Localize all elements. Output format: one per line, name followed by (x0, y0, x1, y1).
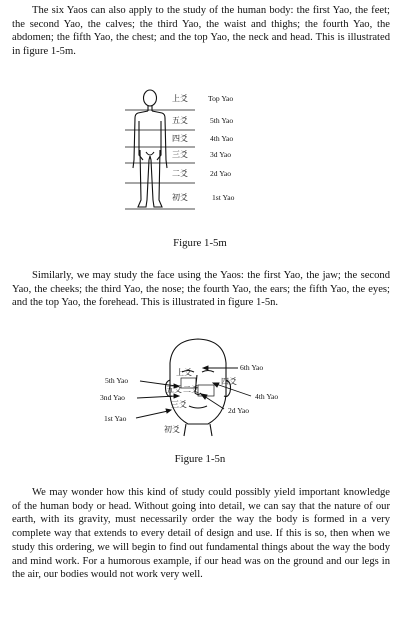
paragraph-face-yaos: Similarly, we may study the face using the Yaos: the first Yao, the jaw; the second Yao, the cheeks; the third Yao, the nose; the fourth Yao, the ears; the fifth Yao, the eyes; and the top Yao, the forehead. This is illustrated in figure 1-5n. (12, 270, 390, 309)
cjk-top-yao: 上爻 (172, 94, 188, 103)
cjk-face-third: 三爻 (171, 400, 187, 409)
paragraph-reflection: We may wonder how this kind of study could possibly yield important knowledge of the human body or head. Without going into detail, we can say that the nature of our earth, with its gravity, must necessarily order the way the body is formed in a very complete way that extends to every detail of design and use. If this is so, then when we study this ordering, we will begin to find out fundamental things about the way the body and mind work. For a humorous example, if our head was on the ground and our legs in the air, our bodies would not work very well. (12, 487, 390, 581)
label-face-2d-yao: 2d Yao (228, 406, 250, 415)
label-face-1st-yao: 1st Yao (104, 414, 127, 423)
label-5th-yao: 5th Yao (210, 116, 234, 125)
cjk-face-fourth: 四爻 (221, 377, 237, 386)
label-4th-yao: 4th Yao (210, 134, 234, 143)
label-face-5th-yao: 5th Yao (105, 376, 129, 385)
label-face-3nd-yao: 3nd Yao (100, 393, 125, 402)
cjk-face-first: 初爻 (164, 425, 180, 434)
cjk-5th-yao: 五爻 (172, 116, 188, 125)
label-3d-yao: 3d Yao (210, 150, 232, 159)
label-6th-yao: 6th Yao (240, 363, 264, 372)
cjk-4th-yao: 四爻 (172, 134, 188, 143)
cjk-face-top: 上爻 (176, 368, 192, 377)
label-2d-yao: 2d Yao (210, 169, 232, 178)
cjk-face-second: 二爻 (183, 385, 199, 394)
figure-1-5n-caption: Figure 1-5n (174, 453, 226, 465)
label-face-4th-yao: 4th Yao (255, 392, 279, 401)
label-1st-yao: 1st Yao (212, 193, 235, 202)
cjk-2d-yao: 二爻 (172, 169, 188, 178)
cjk-face-fifth: 五爻 (166, 385, 182, 394)
paragraph-body-yaos: The six Yaos can also apply to the study of the human body: the first Yao, the feet; the second Yao, the calves; the third Yao, the waist and thighs; the fourth Yao, the abdomen; the fifth Yao, the chest; and the top Yao, the neck and head. This is illustrated in figure 1-5m. (12, 5, 390, 58)
cjk-1st-yao: 初爻 (172, 193, 188, 202)
figure-1-5m-caption: Figure 1-5m (173, 237, 227, 249)
cjk-3d-yao: 三爻 (172, 150, 188, 159)
human-body-outline (133, 90, 167, 207)
label-top-yao: Top Yao (208, 94, 234, 103)
